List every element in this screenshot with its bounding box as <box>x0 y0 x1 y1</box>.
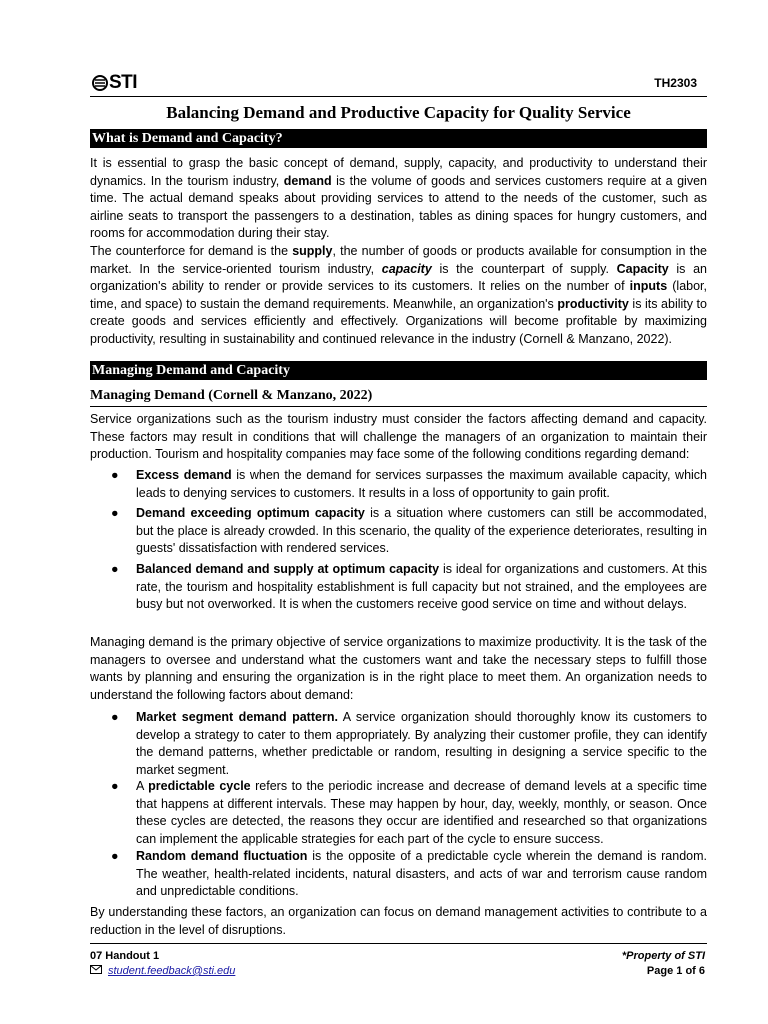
bullet-icon: ● <box>111 562 119 576</box>
page-header <box>90 72 707 97</box>
document-code: TH2303 <box>654 76 697 90</box>
bullet-icon: ● <box>111 710 119 724</box>
section-heading-managing: Managing Demand and Capacity <box>90 361 707 380</box>
page-footer <box>90 943 707 977</box>
paragraph-conclusion: By understanding these factors, an organization can focus on demand management activities to contribute to a reduction in the level of disruptions. <box>90 905 707 937</box>
paragraph-supply-capacity: The counterforce for demand is the supply, the number of goods or products available for consumption in the market. In the service-oriented tourism industry, capacity is the counterpart of supply. Capacity is an organization's ability to render or provide services to its customers. It relies on the number of inputs (labor, time, and space) to sustain the demand requirements. Meanwhile, an organization's productivity is its ability to create goods and services efficiently and effectively. Organizations will become profitable by maximizing productivity, resulting in sustainability and continued relevance in the industry (Cornell & Manzano, 2022). <box>90 244 708 346</box>
bullet-icon: ● <box>111 849 119 863</box>
list-item: ● A predictable cycle refers to the periodic increase and decrease of demand levels at a specific time that happens at different intervals. These may happen by hour, day, weekly, monthly, or season. Once these cycles are detected, the reasons they occur are identified and researched so that organizations can implement the applicable strategies for each part of the cycle to ensure success. <box>111 779 707 846</box>
document-title: Balancing Demand and Productive Capacity for Quality Service <box>166 103 631 122</box>
list-item: ● Excess demand is when the demand for services surpasses the maximum available capacity, which leads to denying services to customers. It results in a loss of opportunity to gain profit. <box>111 468 708 500</box>
section-heading-demand-capacity: What is Demand and Capacity? <box>90 129 707 148</box>
feedback-contact <box>90 965 235 977</box>
property-label: *Property of STI <box>621 950 705 962</box>
list-item: ● Random demand fluctuation is the opposite of a predictable cycle wherein the demand is random. The weather, health-related incidents, natural disasters, and acts of war and terrorism cause random and unpredictable conditions. <box>111 849 707 899</box>
feedback-email-link[interactable]: student.feedback@sti.edu <box>108 965 236 977</box>
subheading-managing-demand: Managing Demand (Cornell & Manzano, 2022) <box>90 387 707 407</box>
bullet-icon: ● <box>111 779 119 793</box>
sti-logo-icon <box>92 75 108 91</box>
envelope-icon <box>90 965 102 977</box>
list-item: ● Market segment demand pattern. A service organization should thoroughly know its customers to develop a strategy to cater to them appropriately. By analyzing their customer profile, they can identify the demand patterns, whether predictable or random, resulting in designing a service specific to the market segment. <box>111 710 707 777</box>
paragraph-managing-demand: Managing demand is the primary objective of service organizations to maximize productivity. It is the task of the managers to oversee and understand what the customers want and take the necessary steps to fulfill those wants by planning and ensuring the organization is in the right place to meet them. An organization needs to understand the following factors about demand: <box>90 635 707 702</box>
logo-text: STI <box>109 72 138 93</box>
paragraph-demand-intro: It is essential to grasp the basic concept of demand, supply, capacity, and productivity to understand their dynamics. In the tourism industry, demand is the volume of goods and services customers require at a given time. The actual demand speaks about providing services to attend to the needs of the customer, such as airline seats to transport the passengers to a destination, tables as dining spaces for hungry customers, and rooms for accommodation during their stay. <box>90 156 707 241</box>
bullet-icon: ● <box>111 506 119 520</box>
sti-logo <box>92 72 137 94</box>
bullet-icon: ● <box>111 468 119 482</box>
handout-label: 07 Handout 1 <box>90 950 160 962</box>
paragraph-service-organizations: Service organizations such as the tourism industry must consider the factors affecting demand and capacity. These factors may result in conditions that will challenge the managers of an organization to maintain their production. Tourism and hospitality companies may face some of the following conditions regarding demand: <box>90 412 707 462</box>
list-item: ● Balanced demand and supply at optimum capacity is ideal for organizations and customers. At this rate, the tourism and hospitality establishment is full capacity but not strained, and the employees are busy but not overworked. It is when the customers receive good service on time and without delays. <box>111 562 708 612</box>
page-number: Page 1 of 6 <box>646 965 705 977</box>
list-item: ● Demand exceeding optimum capacity is a situation where customers can still be accommodated, but the place is already crowded. In this scenario, the quality of the experience deteriorates, resulting in guests' dissatisfaction with rendered services. <box>111 506 707 556</box>
